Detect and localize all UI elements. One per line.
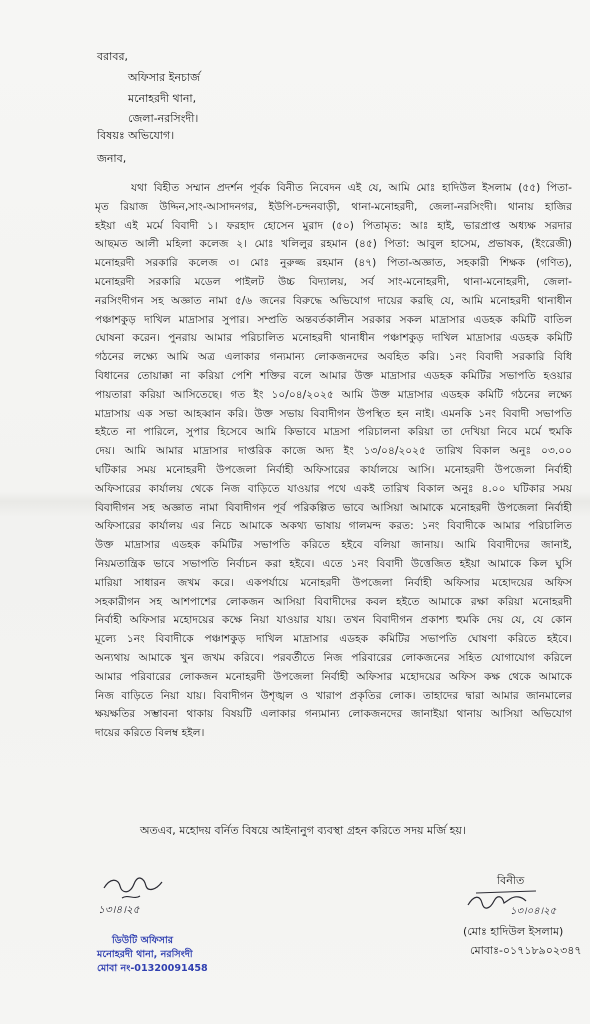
body-line: মারিয়া সাধারন জখম করে। একপর্যায়ে মনোহরদী উপজেলা নির্বাহী অফিসার মহোদয়ের অফিস (95, 576, 572, 589)
body-line: মৃত রিয়াজ উদ্দিন,সাং-আসাদনগর, ইউপি-চন্দনবাড়ী, থানা-মনোহরদী, জেলা-নরসিংদী। থানায় হাজির (95, 200, 572, 213)
body-line: বিধানের তোয়াক্কা না করিয়া পেশি শক্তির বলে আমার উক্ত মাদ্রাসার এডহক কমিটির সভাপতি হওয়ার (95, 370, 572, 382)
salutation: বরাবর, (97, 50, 129, 63)
received-date: ১৩।৪।২৫ (98, 904, 140, 916)
complaint-body (95, 180, 572, 805)
recipient-title: অফিসার ইনচার্জ (128, 71, 200, 84)
body-line: মাদ্রাসায় এক সভা আহব্বান করি। উক্ত সভায় বিবাদীগন উপস্থিত হন নাই। এমনকি ১নং বিবাদী সভাপতি (95, 407, 572, 420)
body-line: অফিসারের কার্যালয় থেকে নিজ বাড়িতে যাওয়ার পথে একই তারিখ বিকাল অনুঃ ৪.০০ ঘটিকার সময় (95, 482, 572, 495)
body-line: বিবাদীগন সহ অজ্ঞাত নামা বিবাদীগন পূর্ব পরিকল্পিত ভাবে আসিয়া আমাকে মনোহরদী উপজেলা নির্বাহী (95, 501, 572, 514)
body-line: সহকারীগন সহ আশপাশের লোকজন আসিয়া বিবাদীদের কবল হইতে আমাকে রক্ষা করিয়া মনোহরদী (95, 595, 572, 608)
officer-signature (100, 874, 170, 904)
body-line: ঘোষনা করেন। পুনরায় আমার পরিচালিত মনোহরদী থানাধীন পঞ্চাশকুড় দাখিল মাদ্রাসার এডহক কমিটি (95, 332, 572, 345)
body-line: নিয়মতান্ত্রিক ভাবে সভাপতি নির্বাচন করা হইবে। এতে ১নং বিবাদী উত্তেজিত হইয়া আমাকে কিল ঘুসি (95, 558, 572, 570)
sender-mobile: মোবাঃ-০১৭১৮৯০২৩৪৭ (470, 944, 582, 957)
body-line: অফিসারের কার্যালয় এর নিচে আমাকে অকথ্য ভাষায় গালমন্দ করত: ১নং বিবাদীকে আমার পরিচালিত (95, 520, 572, 533)
greeting: জনাব, (97, 152, 127, 165)
subject-line: বিষয়ঃ অভিযোগ। (97, 129, 175, 142)
body-line: হইয়া এই মর্মে বিবাদী ১। ফরহাদ হোসেন মুরাদ (৫০) পিতামৃত: আঃ হাই, ভারপ্রাপ্ত অধ্যক্ষ সরদার (95, 219, 572, 232)
body-line: উক্ত মাদ্রাসার এডহক কমিটির সভাপতি করিতে হইবে বলিয়া জানায়। আমি বিবাদীদের জানাই, (95, 539, 572, 552)
body-line: ঘটিকার সময় মনোহরদী উপজেলা নির্বাহী অফিসারের কার্যালয়ে আসি। মনোহরদী উপজেলা নির্বাহী (95, 464, 572, 476)
body-line: অন্যথায় আমাকে খুন জখম করিবে। পরবর্তীতে নিজ পরিবারের লোকজনের সহিত যোগাযোগ করিলে (95, 652, 572, 664)
body-line: নরসিংদীগন সহ অজ্ঞাত নামা ৫/৬ জনের বিরুদ্ধে অভিযোগ দায়ের করছি যে, আমি মনোহরদী থানাধীন (95, 294, 572, 307)
body-line: মনোহরদী সরকারি মডেল পাইলট উচ্চ বিদ্যালয়, সর্ব সাং-মনোহরদী, থানা-মনোহরদী, জেলা- (95, 276, 572, 288)
stamp-mobile: মোবা নং-01320091458 (97, 963, 208, 974)
closing-word: বিনীত (497, 874, 525, 887)
recipient-district: জেলা-নরসিংদী। (128, 112, 199, 125)
body-line: আছমত আলী মহিলা কলেজ ২। মোঃ খলিলুর রহমান (৪৫) পিতা: আবুল হাসেম, প্রভাষক, (ইংরেজী) (95, 238, 572, 251)
sender-name: (মোঃ হাদিউল ইসলাম) (463, 925, 564, 938)
body-line: যথা বিহীত সম্মান প্রদর্শন পূর্বক বিনীত নিবেদন এই যে, আমি মোঃ হাদিউল ইসলাম (৫৫) পিতা- (131, 182, 572, 194)
sender-sign-date: ১৩।০৪।২৫ (510, 906, 557, 917)
body-line: ক্ষয়ক্ষতির সম্ভাবনা থাকায় বিষয়টি এলাকার গন্যমান্য লোকজনদের জানাইয়া থানায় আসিয়া অভিযোগ (95, 708, 572, 721)
stamp-station: মনোহরদী থানা, নরসিংদী (97, 949, 193, 960)
body-line: আমার পরিবারের লোকজন মনোহরদী উপজেলা নির্বাহী অফিসার মহোদয়ের অফিস কক্ষ থেকে আমাকে (95, 670, 572, 683)
body-line: দেয়। আমি আমার মাদ্রাসার দাপ্তরিক কাজে অদ্য ইং ১৩/০৪/২০২৫ তারিখ বিকাল অনুঃ ০৩.০০ (95, 445, 572, 458)
body-line: পঞ্চাশকুড় দাখিল মাদ্রাসার সুপার। সম্প্রতি অন্তবর্তকালীন সরকার সকল মাদ্রাসার এডহক কমিটি বাতিল (95, 313, 572, 326)
body-line: মনোহরদী সরকারি কলেজ ৩। মোঃ নুরুজ্জ রহমান (৪৭) পিতা-অজ্ঞাত, সহকারী শিক্ষক (গণিত), (95, 257, 572, 270)
body-line: নির্বাহী অফিসার মহোদয়ের কক্ষে নিয়া যাওয়ার যায়। তখন বিবাদীগন প্রকাশ্য হুমকি দেয় যে, যে কোন (95, 614, 572, 627)
body-line: গঠনের লক্ষ্যে আমি অত্র এলাকার গন্যমান্য লোকজনদের অবহিত করি। ১নং বিবাদী সরকারি বিধি (95, 351, 572, 364)
body-line: মূল্যে ১নং বিবাদীকে পঞ্চাশকুড় দাখিল মাদ্রাসার এডহক কমিটির সভাপতি ঘোষণা করিতে হইবে। (95, 633, 572, 646)
body-line: দায়ের করিতে বিলম্ব হইল। (95, 727, 205, 740)
recipient-station: মনোহরদী থানা, (128, 92, 197, 105)
stamp-title: ডিউটি অফিসার (112, 935, 174, 946)
closing-request: অতএব, মহোদয় বর্নিত বিষয়ে আইনানুগ ব্যবস্থা গ্রহন করিতে সদয় মর্জি হয়। (140, 824, 466, 837)
body-line: নিজ বাড়িতে নিয়া যায়। বিবাদীগন উশৃঙ্খল ও খারাপ প্রকৃতির লোক। তাহাদের দ্বারা আমার জানমালের (95, 689, 572, 702)
body-line: পায়তারা করিয়া আসিতেছে। গত ইং ১০/০৪/২০২৫ আমি উক্ত মাদ্রাসার এডহক কমিটি গঠনের লক্ষ্যে (95, 388, 572, 401)
body-line: হইতে না পারিলে, সুপার হিসেবে আমি কিভাবে মাদ্রসা পরিচালনা করিয়া তা দেখিয়া নিবে মর্মে হুমকি (95, 426, 572, 439)
